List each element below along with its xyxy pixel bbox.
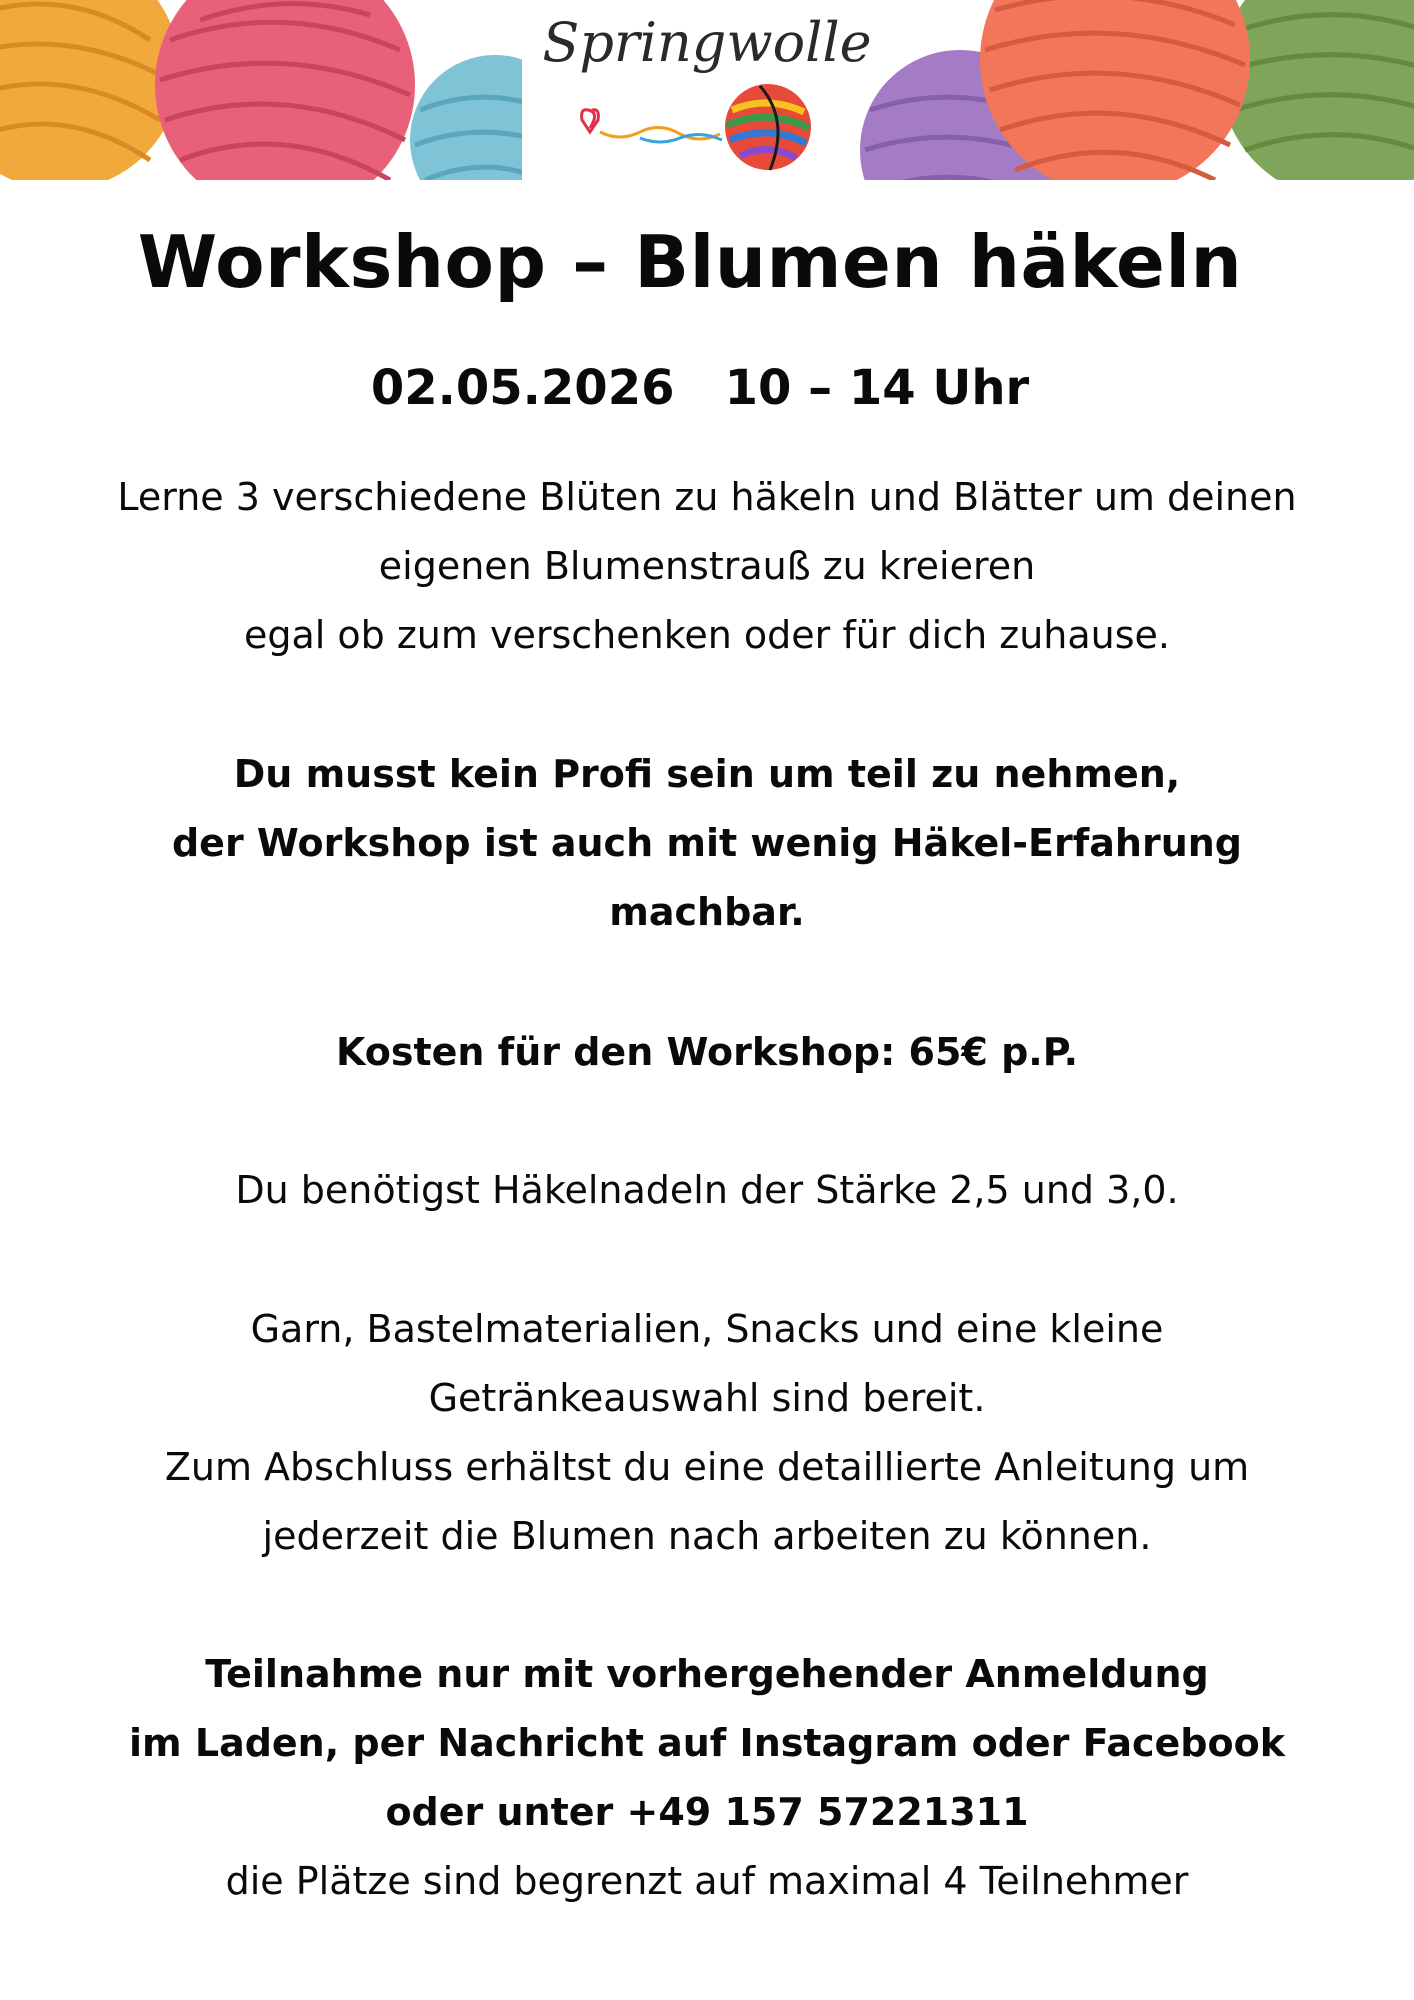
page-title: Workshop – Blumen häkeln <box>137 220 1243 304</box>
yarn-ball-pink-icon <box>155 0 415 180</box>
needles-info <box>20 1156 1394 1225</box>
beginner-note-line: Du musst kein Profi sein um teil zu nehmen, <box>233 752 1181 796</box>
registration-phone: oder unter +49 157 57221311 <box>385 1790 1029 1834</box>
participant-limit: die Plätze sind begrenzt auf maximal 4 Teilnehmer <box>225 1859 1189 1903</box>
beginner-note <box>20 740 1394 947</box>
date-time: 02.05.2026 10 – 14 Uhr <box>370 360 1030 416</box>
registration-line: im Laden, per Nachricht auf Instagram oder Facebook <box>129 1721 1285 1765</box>
intro-text <box>20 463 1394 670</box>
beginner-note-line: der Workshop ist auch mit wenig Häkel-Erfahrung <box>171 821 1242 865</box>
yarn-ball-orange-icon <box>0 0 180 180</box>
cost-line: Kosten für den Workshop: 65€ p.P. <box>335 1030 1079 1074</box>
materials-info <box>20 1295 1394 1571</box>
materials-line: Garn, Bastelmaterialien, Snacks und eine kleine <box>250 1307 1164 1351</box>
registration-line: Teilnahme nur mit vorhergehender Anmeldung <box>205 1652 1209 1696</box>
beginner-note-line: machbar. <box>609 890 805 934</box>
cost-info <box>20 1018 1394 1087</box>
intro-line: egal ob zum verschenken oder für dich zuhause. <box>243 613 1170 657</box>
yarn-ball-coral-icon <box>980 0 1250 180</box>
materials-line: Getränkeauswahl sind bereit. <box>428 1376 986 1420</box>
materials-line: Zum Abschluss erhältst du eine detaillierte Anleitung um <box>164 1445 1250 1489</box>
needles-line: Du benötigst Häkelnadeln der Stärke 2,5 und 3,0. <box>235 1168 1179 1212</box>
intro-line: Lerne 3 verschiedene Blüten zu häkeln und Blätter um deinen <box>117 475 1297 519</box>
brand-logo-text: Springwolle <box>542 11 872 74</box>
yarn-ball-green-icon <box>1220 0 1414 180</box>
materials-line: jederzeit die Blumen nach arbeiten zu können. <box>262 1514 1152 1558</box>
intro-line: eigenen Blumenstrauß zu kreieren <box>378 544 1036 588</box>
registration-info <box>20 1640 1394 1916</box>
